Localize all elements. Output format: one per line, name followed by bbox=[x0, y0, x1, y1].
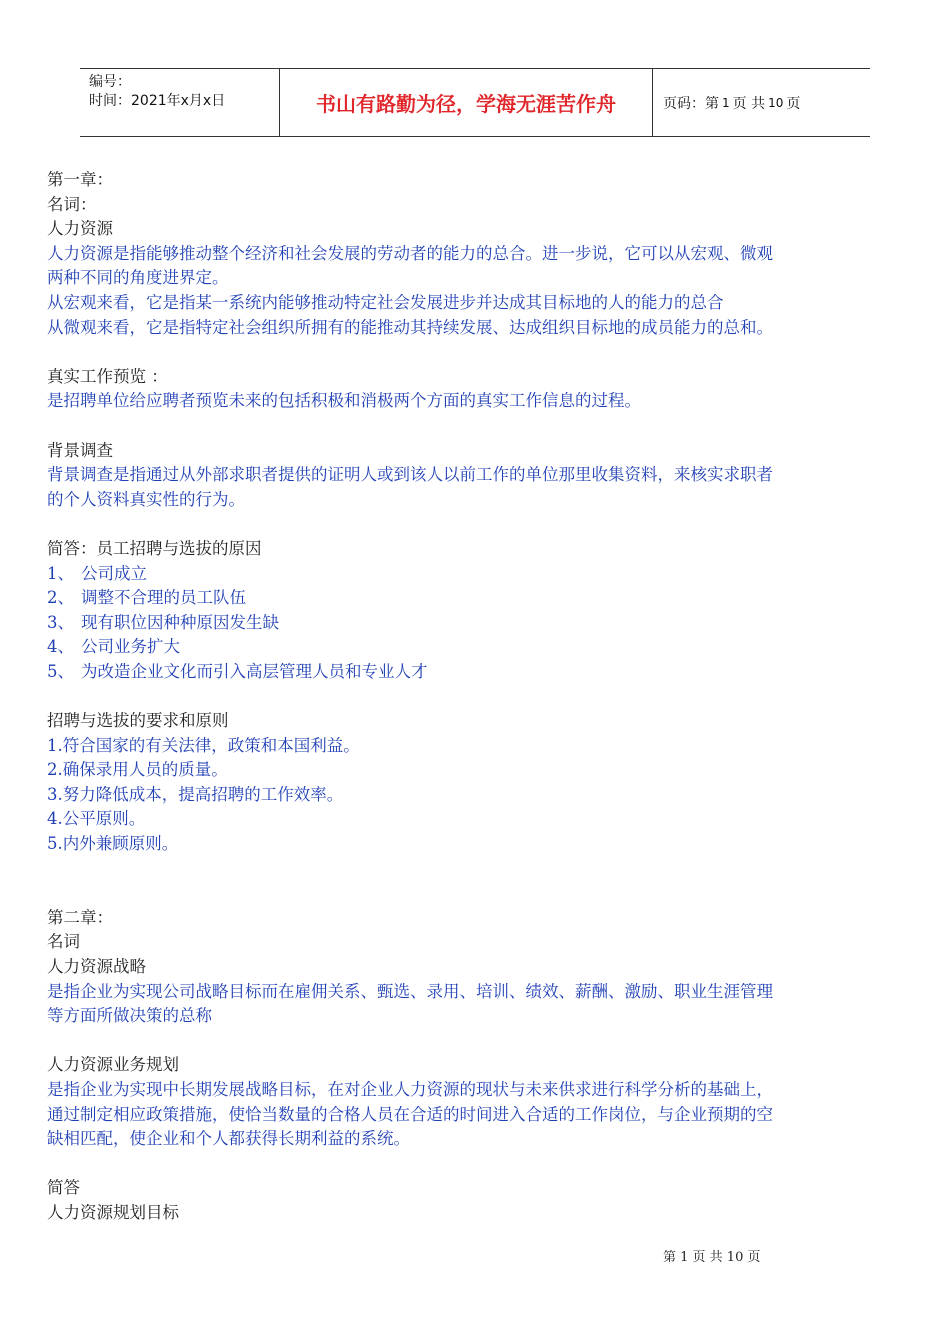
page-header bbox=[80, 68, 870, 137]
list-item: 2、 调整不合理的员工队伍 bbox=[47, 588, 246, 608]
time-label: 时间：2021年x月x日 bbox=[89, 93, 226, 109]
question-label: 简答 bbox=[47, 1178, 80, 1198]
list-item: 5.内外兼顾原则。 bbox=[47, 834, 179, 854]
term-name: 人力资源战略 bbox=[47, 957, 146, 976]
chapter-title: 第二章： bbox=[47, 907, 113, 927]
term-definition: 是指企业为实现公司战略目标而在雇佣关系、甄选、录用、培训、绩效、薪酬、激励、职业生涯管理 bbox=[47, 981, 773, 1001]
term-definition: 的个人资料真实性的行为。 bbox=[47, 489, 245, 509]
term-definition: 从微观来看，它是指特定社会组织所拥有的能推动其持续发展、达成组织目标地的成员能力的总和。 bbox=[47, 317, 773, 337]
page-num: 1 bbox=[722, 95, 730, 110]
list-item: 4、 公司业务扩大 bbox=[47, 637, 180, 657]
term-name: 人力资源业务规划 bbox=[47, 1055, 179, 1075]
serial-label: 编号： bbox=[89, 74, 131, 90]
list-item: 2.确保录用人员的质量。 bbox=[47, 760, 228, 780]
list-item: 4.公平原则。 bbox=[47, 809, 146, 829]
term-name: 人力资源 bbox=[47, 219, 113, 239]
term-definition: 从宏观来看，它是指某一系统内能够推动特定社会发展进步并达成其目标地的人的能力的总合 bbox=[47, 292, 724, 312]
term-definition: 通过制定相应政策措施，使恰当数量的合格人员在合适的时间进入合适的工作岗位，与企业预期的空 bbox=[47, 1104, 773, 1124]
header-page-number bbox=[653, 69, 870, 136]
question-title: 招聘与选拔的要求和原则 bbox=[47, 711, 229, 731]
term-name: 背景调查 bbox=[47, 440, 113, 460]
chapter-title: 第一章： bbox=[47, 170, 113, 189]
page-mid: 页 共 bbox=[732, 95, 766, 112]
term-definition: 是指企业为实现中长期发展战略目标，在对企业人力资源的现状与未来供求进行科学分析的基础上， bbox=[47, 1079, 773, 1099]
term-definition: 等方面所做决策的总称 bbox=[47, 1006, 212, 1026]
question-title: 人力资源规划目标 bbox=[47, 1202, 179, 1222]
page-suffix: 页 bbox=[786, 95, 801, 112]
list-item: 3、 现有职位因种种原因发生缺 bbox=[47, 612, 279, 632]
term-definition: 是招聘单位给应聘者预览未来的包括积极和消极两个方面的真实工作信息的过程。 bbox=[47, 391, 641, 411]
list-item: 5、 为改造企业文化而引入高层管理人员和专业人才 bbox=[47, 661, 428, 681]
question-title: 简答：员工招聘与选拔的原因 bbox=[47, 538, 262, 558]
term-definition: 人力资源是指能够推动整个经济和社会发展的劳动者的能力的总合。进一步说，它可以从宏观、微观 bbox=[47, 243, 773, 263]
document-body bbox=[47, 168, 907, 1226]
page-prefix: 页码：第 bbox=[663, 95, 719, 112]
header-motto: 书山有路勤为径，学海无涯苦作舟 bbox=[280, 69, 653, 136]
terms-label: 名词： bbox=[47, 194, 97, 214]
term-name: 真实工作预览 ： bbox=[47, 366, 168, 386]
term-definition: 背景调查是指通过从外部求职者提供的证明人或到该人以前工作的单位那里收集资料，来核实求职者 bbox=[47, 465, 773, 485]
list-item: 1、 公司成立 bbox=[47, 563, 147, 583]
header-meta bbox=[80, 69, 280, 136]
list-item: 3.努力降低成本，提高招聘的工作效率。 bbox=[47, 784, 344, 804]
page-total: 10 bbox=[768, 95, 784, 110]
list-item: 1.符合国家的有关法律，政策和本国利益。 bbox=[47, 735, 360, 755]
term-definition: 两种不同的角度进界定。 bbox=[47, 268, 229, 288]
term-definition: 缺相匹配，使企业和个人都获得长期利益的系统。 bbox=[47, 1129, 410, 1149]
page-footer: 第 1 页 共 10 页 bbox=[663, 1250, 761, 1265]
terms-label: 名词 bbox=[47, 932, 80, 952]
